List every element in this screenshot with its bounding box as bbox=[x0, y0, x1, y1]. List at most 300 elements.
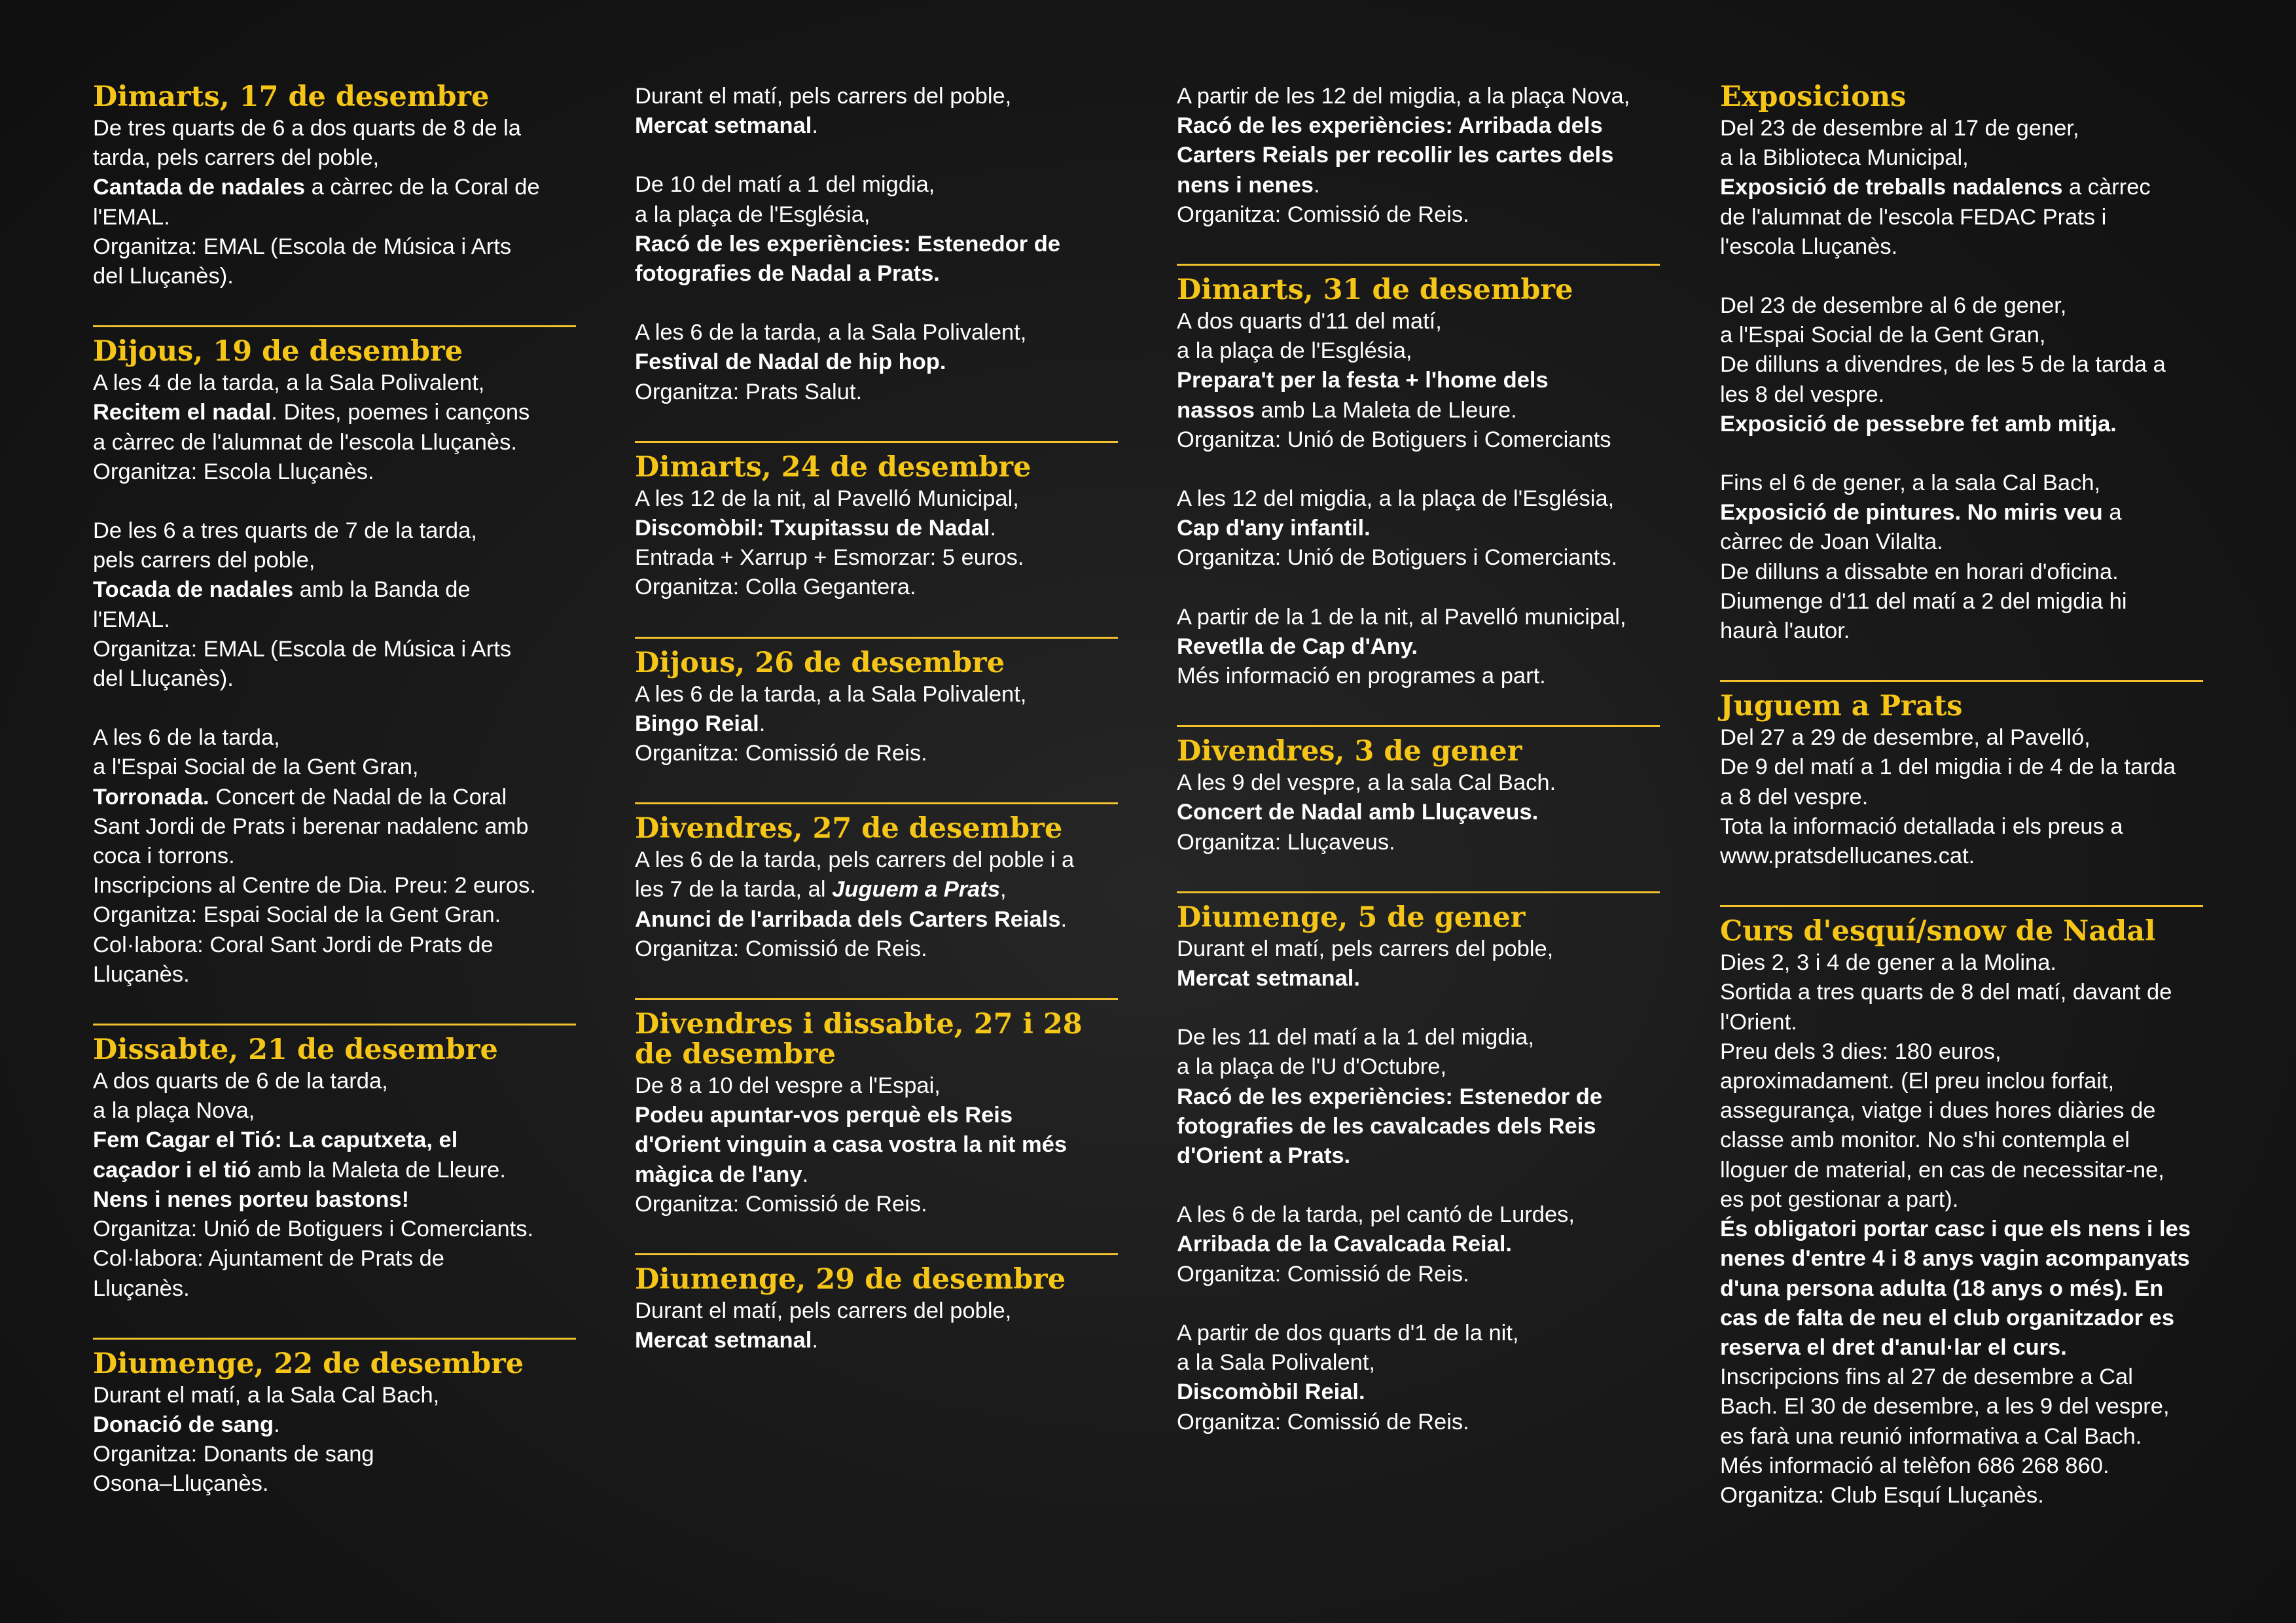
event-section bbox=[1720, 916, 2203, 1544]
event-detail: a 8 del vespre. bbox=[1720, 784, 1869, 810]
event-entry bbox=[1177, 768, 1660, 857]
event-line bbox=[635, 739, 1118, 768]
event-detail: . bbox=[759, 711, 766, 736]
event-name: Podeu apuntar-vos perquè els Reis bbox=[635, 1103, 1013, 1128]
event-name: Fem Cagar el Tió: La caputxeta, el bbox=[93, 1128, 458, 1153]
event-line bbox=[93, 871, 576, 901]
event-section bbox=[93, 1035, 576, 1340]
event-line bbox=[635, 680, 1118, 709]
event-detail: classe amb monitor. No s'hi contempla el bbox=[1720, 1128, 2130, 1153]
event-detail: Organitza: Comissió de Reis. bbox=[635, 936, 927, 961]
event-detail: Sant Jordi de Prats i berenar nadalenc amb bbox=[93, 813, 529, 839]
event-line bbox=[635, 1160, 1118, 1190]
event-line bbox=[1720, 410, 2203, 439]
event-line bbox=[93, 1244, 576, 1274]
event-detail: Organitza: Comissió de Reis. bbox=[1177, 1409, 1469, 1435]
event-line bbox=[93, 635, 576, 664]
section-title: Divendres, 3 de gener bbox=[1177, 735, 1522, 768]
event-detail: a l'Espai Social de la Gent Gran, bbox=[1720, 323, 2046, 348]
event-detail: Diumenge d'11 del matí a 2 del migdia hi bbox=[1720, 588, 2127, 614]
event-entry bbox=[635, 484, 1118, 603]
event-name: fotografies de les cavalcades dels Reis bbox=[1177, 1113, 1596, 1139]
event-detail: coca i torrons. bbox=[93, 844, 235, 869]
event-line bbox=[1720, 1392, 2203, 1421]
event-line bbox=[1720, 812, 2203, 842]
event-detail: De dilluns a dissabte en horari d'oficina. bbox=[1720, 559, 2119, 584]
event-line bbox=[1720, 1422, 2203, 1452]
event-detail: . bbox=[274, 1412, 280, 1437]
event-line bbox=[93, 783, 576, 812]
event-detail: aproximadament. (El preu inclou forfait, bbox=[1720, 1069, 2115, 1094]
event-name: nenes d'entre 4 i 8 anys vagin acompanyats bbox=[1720, 1246, 2190, 1272]
event-detail: De 10 del matí a 1 del migdia, bbox=[635, 172, 935, 198]
event-line bbox=[635, 484, 1118, 514]
event-detail: a la Biblioteca Municipal, bbox=[1720, 145, 1969, 171]
event-line bbox=[1720, 469, 2203, 498]
event-detail: Sortida a tres quarts de 8 del matí, davant de bbox=[1720, 980, 2172, 1005]
event-line bbox=[1177, 798, 1660, 827]
event-detail: De 8 a 10 del vespre a l'Espai, bbox=[635, 1073, 941, 1099]
event-entry bbox=[93, 516, 576, 694]
event-entry bbox=[93, 114, 576, 291]
event-line bbox=[1720, 1452, 2203, 1481]
event-detail: . bbox=[812, 113, 818, 139]
event-line bbox=[1720, 587, 2203, 616]
event-line bbox=[1177, 1112, 1660, 1141]
event-name: caçador i el tió bbox=[93, 1157, 251, 1183]
event-line bbox=[1177, 543, 1660, 573]
event-line bbox=[1177, 1052, 1660, 1082]
event-detail: . bbox=[990, 516, 997, 541]
event-line bbox=[635, 111, 1118, 141]
event-line bbox=[93, 1381, 576, 1410]
event-line bbox=[635, 378, 1118, 407]
event-detail: a càrrec bbox=[2062, 175, 2151, 200]
event-section bbox=[635, 82, 1118, 443]
section-title: Juguem a Prats bbox=[1720, 690, 1963, 723]
event-line bbox=[1177, 425, 1660, 455]
event-line bbox=[635, 259, 1118, 289]
event-line bbox=[1720, 1156, 2203, 1185]
event-line bbox=[1177, 82, 1660, 111]
event-line bbox=[93, 1096, 576, 1126]
event-name: Racó de les experiències: Estenedor de bbox=[635, 231, 1061, 257]
event-line bbox=[1177, 632, 1660, 662]
event-name: reserva el dret d'anul·lar el curs. bbox=[1720, 1334, 2067, 1360]
event-entry bbox=[1720, 948, 2203, 1510]
event-section bbox=[1177, 736, 1660, 893]
event-detail: Durant el matí, pels carrers del poble, bbox=[635, 84, 1012, 109]
event-detail: Preu dels 3 dies: 180 euros, bbox=[1720, 1039, 2001, 1064]
event-line bbox=[1177, 1319, 1660, 1348]
event-name: d'Orient a Prats. bbox=[1177, 1143, 1351, 1169]
event-section bbox=[93, 336, 576, 1026]
event-entry bbox=[1177, 1319, 1660, 1437]
event-name: fotografies de Nadal a Prats. bbox=[635, 261, 940, 287]
event-line bbox=[1177, 828, 1660, 857]
event-detail: Més informació en programes a part. bbox=[1177, 664, 1546, 689]
event-line bbox=[93, 901, 576, 930]
event-line bbox=[635, 1071, 1118, 1101]
event-line bbox=[1720, 1126, 2203, 1155]
event-entry bbox=[1177, 1200, 1660, 1289]
event-detail: Organitza: Espai Social de la Gent Gran. bbox=[93, 902, 501, 928]
event-line bbox=[635, 935, 1118, 964]
event-line bbox=[635, 348, 1118, 377]
event-line bbox=[635, 514, 1118, 543]
event-line bbox=[1720, 1037, 2203, 1067]
event-name: Bingo Reial bbox=[635, 711, 759, 736]
event-entry bbox=[1177, 307, 1660, 455]
event-section bbox=[1177, 275, 1660, 727]
event-detail: A les 6 de la tarda, a la Sala Polivalent, bbox=[635, 681, 1027, 707]
event-entry bbox=[1720, 723, 2203, 871]
event-name: Festival de Nadal de hip hop. bbox=[635, 349, 946, 375]
event-line bbox=[635, 543, 1118, 573]
event-detail: A les 6 de la tarda, bbox=[93, 725, 280, 751]
event-detail: a la plaça de l'U d'Octubre, bbox=[1177, 1054, 1447, 1080]
event-detail: Osona–Lluçanès. bbox=[93, 1471, 269, 1497]
event-line bbox=[93, 575, 576, 605]
event-name: d'Orient vinguin a casa vostra la nit més bbox=[635, 1132, 1067, 1158]
event-detail: l'EMAL. bbox=[93, 607, 170, 632]
event-name: És obligatori portar casc i que els nens i les bbox=[1720, 1217, 2191, 1242]
event-detail: Bach. El 30 de desembre, a les 9 del vespre, bbox=[1720, 1394, 2170, 1419]
event-section bbox=[93, 82, 576, 327]
event-section bbox=[635, 1264, 1118, 1389]
column-3 bbox=[1177, 82, 1660, 1480]
event-line bbox=[1177, 141, 1660, 170]
event-line bbox=[1720, 1304, 2203, 1333]
event-detail: les 8 del vespre. bbox=[1720, 382, 1885, 407]
event-section bbox=[635, 452, 1118, 639]
event-detail: A les 4 de la tarda, a la Sala Polivalent, bbox=[93, 370, 485, 396]
event-line bbox=[1720, 1244, 2203, 1274]
section-title: Curs d'esquí/snow de Nadal bbox=[1720, 915, 2156, 948]
event-line bbox=[1177, 200, 1660, 230]
event-entry bbox=[635, 680, 1118, 769]
event-line bbox=[1720, 1185, 2203, 1215]
event-detail: haurà l'autor. bbox=[1720, 618, 1850, 644]
event-detail: Col·labora: Coral Sant Jordi de Prats de bbox=[93, 932, 493, 957]
event-entry bbox=[1177, 603, 1660, 692]
event-line bbox=[93, 173, 576, 202]
event-name: Racó de les experiències: Arribada dels bbox=[1177, 113, 1603, 139]
event-line bbox=[93, 723, 576, 753]
event-detail: De 9 del matí a 1 del migdia i de 4 de la tarda bbox=[1720, 755, 2176, 780]
event-detail: Del 23 de desembre al 6 de gener, bbox=[1720, 293, 2067, 319]
event-line bbox=[93, 605, 576, 635]
event-line bbox=[1720, 842, 2203, 871]
event-entry bbox=[93, 1067, 576, 1304]
event-detail: a la plaça Nova, bbox=[93, 1098, 255, 1124]
event-detail: www.pratsdellucanes.cat. bbox=[1720, 844, 1975, 869]
event-entry bbox=[1177, 82, 1660, 230]
event-name: Donació de sang bbox=[93, 1412, 274, 1437]
event-line bbox=[1177, 396, 1660, 425]
event-detail: Organitza: Prats Salut. bbox=[635, 379, 863, 404]
event-detail: A partir de dos quarts d'1 de la nit, bbox=[1177, 1320, 1519, 1346]
event-line bbox=[93, 516, 576, 546]
event-line bbox=[1177, 307, 1660, 336]
event-line bbox=[1720, 1008, 2203, 1037]
event-line bbox=[1177, 171, 1660, 200]
event-detail: càrrec de Joan Vilalta. bbox=[1720, 529, 1943, 555]
event-detail: Organitza: Lluçaveus. bbox=[1177, 829, 1395, 855]
event-section bbox=[1177, 902, 1660, 1471]
event-detail: Organitza: Unió de Botiguers i Comerciants. bbox=[1177, 545, 1618, 571]
event-detail: A partir de la 1 de la nit, al Pavelló municipal, bbox=[1177, 604, 1626, 630]
event-detail: Col·labora: Ajuntament de Prats de bbox=[93, 1246, 444, 1272]
event-section bbox=[635, 1009, 1118, 1255]
event-detail: Organitza: Comissió de Reis. bbox=[635, 1191, 927, 1217]
section-title: Diumenge, 29 de desembre bbox=[635, 1263, 1066, 1296]
event-detail: A les 9 del vespre, a la sala Cal Bach. bbox=[1177, 770, 1556, 796]
event-detail: a bbox=[2102, 500, 2122, 526]
event-name: Concert de Nadal amb Lluçaveus. bbox=[1177, 800, 1539, 825]
event-section bbox=[1720, 691, 2203, 907]
event-line bbox=[1720, 498, 2203, 527]
event-line bbox=[635, 573, 1118, 602]
event-detail: , bbox=[1000, 877, 1007, 902]
event-line bbox=[1720, 1363, 2203, 1392]
section-title: Divendres, 27 de desembre bbox=[635, 812, 1063, 846]
event-line bbox=[1177, 1230, 1660, 1259]
event-line bbox=[1177, 1141, 1660, 1171]
event-detail: A les 6 de la tarda, pel cantó de Lurdes, bbox=[1177, 1202, 1575, 1228]
event-line bbox=[1177, 1260, 1660, 1289]
event-line bbox=[1720, 1274, 2203, 1304]
event-name: d'una persona adulta (18 anys o més). En bbox=[1720, 1275, 2164, 1301]
event-entry bbox=[635, 1296, 1118, 1355]
event-detail: Organitza: Donants de sang bbox=[93, 1442, 374, 1467]
event-line bbox=[1720, 558, 2203, 587]
section-title: Dijous, 26 de desembre bbox=[635, 646, 1005, 679]
section-title: Dijous, 19 de desembre bbox=[93, 335, 463, 368]
event-line bbox=[1720, 723, 2203, 753]
event-detail: Entrada + Xarrup + Esmorzar: 5 euros. bbox=[635, 545, 1024, 571]
event-line bbox=[93, 960, 576, 990]
event-line bbox=[93, 203, 576, 232]
event-name: Nens i nenes porteu bastons! bbox=[93, 1186, 410, 1212]
event-detail: Del 23 de desembre al 17 de gener, bbox=[1720, 116, 2079, 141]
event-line bbox=[635, 82, 1118, 111]
event-line bbox=[635, 846, 1118, 875]
event-line bbox=[1720, 1481, 2203, 1510]
event-line bbox=[1177, 935, 1660, 964]
event-section bbox=[635, 648, 1118, 805]
event-section bbox=[635, 813, 1118, 1000]
event-detail: amb la Banda de bbox=[293, 577, 471, 603]
event-detail: es farà una reunió informativa a Cal Bach. bbox=[1720, 1423, 2142, 1449]
event-line bbox=[93, 368, 576, 398]
event-detail: Organitza: Comissió de Reis. bbox=[1177, 202, 1469, 227]
event-detail: Fins el 6 de gener, a la sala Cal Bach, bbox=[1720, 471, 2101, 496]
event-detail: . bbox=[1060, 906, 1067, 932]
event-line bbox=[1720, 1215, 2203, 1244]
event-name: Mercat setmanal. bbox=[1177, 966, 1360, 991]
event-name: Racó de les experiències: Estenedor de bbox=[1177, 1084, 1603, 1109]
event-line bbox=[1720, 783, 2203, 812]
event-entry bbox=[635, 318, 1118, 407]
event-detail: es pot gestionar a part). bbox=[1720, 1186, 1959, 1212]
event-detail: Inscripcions fins al 27 de desembre a Cal bbox=[1720, 1364, 2133, 1390]
event-line bbox=[1177, 111, 1660, 141]
event-entry bbox=[93, 723, 576, 990]
event-line bbox=[1720, 203, 2203, 232]
event-detail: . bbox=[812, 1328, 818, 1353]
event-section bbox=[1177, 82, 1660, 266]
event-line bbox=[93, 1469, 576, 1499]
event-detail: De dilluns a divendres, de les 5 de la tarda a bbox=[1720, 352, 2166, 378]
event-detail: Organitza: Club Esquí Lluçanès. bbox=[1720, 1482, 2044, 1508]
event-detail: . bbox=[1314, 172, 1320, 198]
event-name: Discomòbil: Txupitassu de Nadal bbox=[635, 516, 990, 541]
event-detail: A les 12 de la nit, al Pavelló Municipal, bbox=[635, 486, 1019, 511]
event-detail: Organitza: EMAL (Escola de Música i Arts bbox=[93, 234, 512, 259]
event-line bbox=[1177, 1200, 1660, 1230]
event-detail: Organitza: Comissió de Reis. bbox=[1177, 1261, 1469, 1287]
event-detail: a l'Espai Social de la Gent Gran, bbox=[93, 755, 419, 780]
section-title: Dissabte, 21 de desembre bbox=[93, 1033, 498, 1067]
event-entry bbox=[1177, 935, 1660, 993]
section-title: Dimarts, 17 de desembre bbox=[93, 80, 490, 113]
event-section bbox=[1720, 82, 2203, 682]
event-line bbox=[93, 931, 576, 960]
event-detail: . Dites, poemes i cançons bbox=[271, 400, 530, 425]
section-title: Dimarts, 31 de desembre bbox=[1177, 274, 1573, 307]
event-detail: Durant el matí, pels carrers del poble, bbox=[1177, 936, 1554, 961]
event-line bbox=[1720, 380, 2203, 410]
event-detail: a càrrec de la Coral de bbox=[305, 175, 540, 200]
event-detail: Organitza: Escola Lluçanès. bbox=[93, 459, 374, 484]
event-detail: del Lluçanès). bbox=[93, 666, 234, 692]
event-detail: a la plaça de l'Església, bbox=[1177, 338, 1412, 364]
event-detail: amb La Maleta de Lleure. bbox=[1254, 397, 1517, 423]
event-line bbox=[1720, 948, 2203, 978]
event-line bbox=[1177, 662, 1660, 691]
event-line bbox=[1720, 173, 2203, 202]
event-detail: les 7 de la tarda, al bbox=[635, 877, 833, 902]
event-detail: Concert de Nadal de la Coral bbox=[209, 784, 507, 810]
event-line bbox=[1720, 350, 2203, 380]
event-detail: A dos quarts de 6 de la tarda, bbox=[93, 1069, 388, 1094]
event-line bbox=[1177, 1348, 1660, 1378]
event-detail: Més informació al telèfon 686 268 860. bbox=[1720, 1453, 2109, 1478]
event-line bbox=[93, 842, 576, 871]
event-line bbox=[635, 905, 1118, 935]
event-entry bbox=[1177, 1023, 1660, 1171]
event-detail: De les 11 del matí a la 1 del migdia, bbox=[1177, 1025, 1534, 1050]
event-line bbox=[635, 1101, 1118, 1130]
event-line bbox=[635, 1296, 1118, 1326]
event-name: Exposició de pintures. No miris veu bbox=[1720, 500, 2103, 526]
event-line bbox=[1177, 1408, 1660, 1437]
event-section bbox=[93, 1349, 576, 1533]
event-line bbox=[1177, 1023, 1660, 1052]
event-line bbox=[1177, 484, 1660, 514]
event-name: nassos bbox=[1177, 397, 1255, 423]
event-name: Tocada de nadales bbox=[93, 577, 294, 603]
event-line bbox=[93, 1410, 576, 1440]
section-title: Dimarts, 24 de desembre bbox=[635, 450, 1031, 484]
event-name: Anunci de l'arribada dels Carters Reials bbox=[635, 906, 1061, 932]
event-entry bbox=[635, 1071, 1118, 1219]
event-detail: Dies 2, 3 i 4 de gener a la Molina. bbox=[1720, 950, 2056, 976]
event-line bbox=[1720, 114, 2203, 143]
event-line bbox=[93, 428, 576, 457]
event-detail: a la plaça de l'Església, bbox=[635, 202, 870, 227]
event-name: Mercat setmanal bbox=[635, 113, 812, 139]
event-line bbox=[93, 262, 576, 291]
event-detail: del Lluçanès). bbox=[93, 264, 234, 289]
event-entry bbox=[1720, 291, 2203, 439]
event-name: Mercat setmanal bbox=[635, 1328, 812, 1353]
event-line bbox=[1720, 1067, 2203, 1096]
event-line bbox=[1177, 1378, 1660, 1407]
event-detail: A les 6 de la tarda, a la Sala Polivalent, bbox=[635, 320, 1027, 346]
event-line bbox=[93, 143, 576, 173]
event-line bbox=[93, 1215, 576, 1244]
event-detail: de l'alumnat de l'escola FEDAC Prats i bbox=[1720, 204, 2107, 230]
event-detail: l'escola Lluçanès. bbox=[1720, 234, 1898, 259]
section-title: Exposicions bbox=[1720, 80, 1907, 113]
event-detail: a la Sala Polivalent, bbox=[1177, 1350, 1376, 1376]
event-line bbox=[1720, 616, 2203, 646]
column-2 bbox=[635, 82, 1118, 1399]
event-name: màgica de l'any bbox=[635, 1162, 802, 1187]
event-detail: Organitza: EMAL (Escola de Música i Arts bbox=[93, 636, 512, 662]
event-line bbox=[1177, 768, 1660, 798]
event-line bbox=[93, 1274, 576, 1304]
event-line bbox=[1720, 232, 2203, 262]
event-line bbox=[1177, 366, 1660, 395]
event-line bbox=[1720, 321, 2203, 350]
event-line bbox=[1720, 1333, 2203, 1363]
event-detail: Lluçanès. bbox=[93, 1275, 190, 1301]
event-line bbox=[93, 1440, 576, 1469]
event-emphasis: Juguem a Prats bbox=[832, 877, 1001, 902]
event-detail: pels carrers del poble, bbox=[93, 548, 315, 573]
event-line bbox=[93, 1126, 576, 1155]
section-title: Diumenge, 5 de gener bbox=[1177, 901, 1526, 934]
column-1 bbox=[93, 82, 576, 1543]
event-line bbox=[93, 1156, 576, 1185]
event-detail: l'EMAL. bbox=[93, 204, 170, 230]
event-name: cas de falta de neu el club organitzador es bbox=[1720, 1305, 2175, 1330]
event-line bbox=[635, 709, 1118, 739]
event-name: Discomòbil Reial. bbox=[1177, 1380, 1365, 1405]
event-name: Recitem el nadal bbox=[93, 400, 272, 425]
event-line bbox=[93, 1067, 576, 1096]
event-line bbox=[635, 1130, 1118, 1160]
event-detail: Tota la informació detallada i els preus a bbox=[1720, 813, 2123, 839]
event-name: Cap d'any infantil. bbox=[1177, 516, 1371, 541]
event-entry bbox=[635, 846, 1118, 964]
event-entry bbox=[635, 82, 1118, 141]
event-detail: Inscripcions al Centre de Dia. Preu: 2 euros. bbox=[93, 873, 536, 899]
section-title: Divendres i dissabte, 27 i 28 de desembre bbox=[635, 1008, 1083, 1071]
event-line bbox=[1177, 1082, 1660, 1112]
event-detail: Organitza: Comissió de Reis. bbox=[635, 741, 927, 766]
event-detail: Del 27 a 29 de desembre, al Pavelló, bbox=[1720, 725, 2090, 751]
event-line bbox=[635, 230, 1118, 259]
event-line bbox=[1720, 753, 2203, 782]
event-name: nens i nenes bbox=[1177, 172, 1314, 198]
event-line bbox=[1177, 964, 1660, 993]
event-detail: A dos quarts d'11 del matí, bbox=[1177, 309, 1442, 334]
event-name: Exposició de treballs nadalencs bbox=[1720, 175, 2063, 200]
